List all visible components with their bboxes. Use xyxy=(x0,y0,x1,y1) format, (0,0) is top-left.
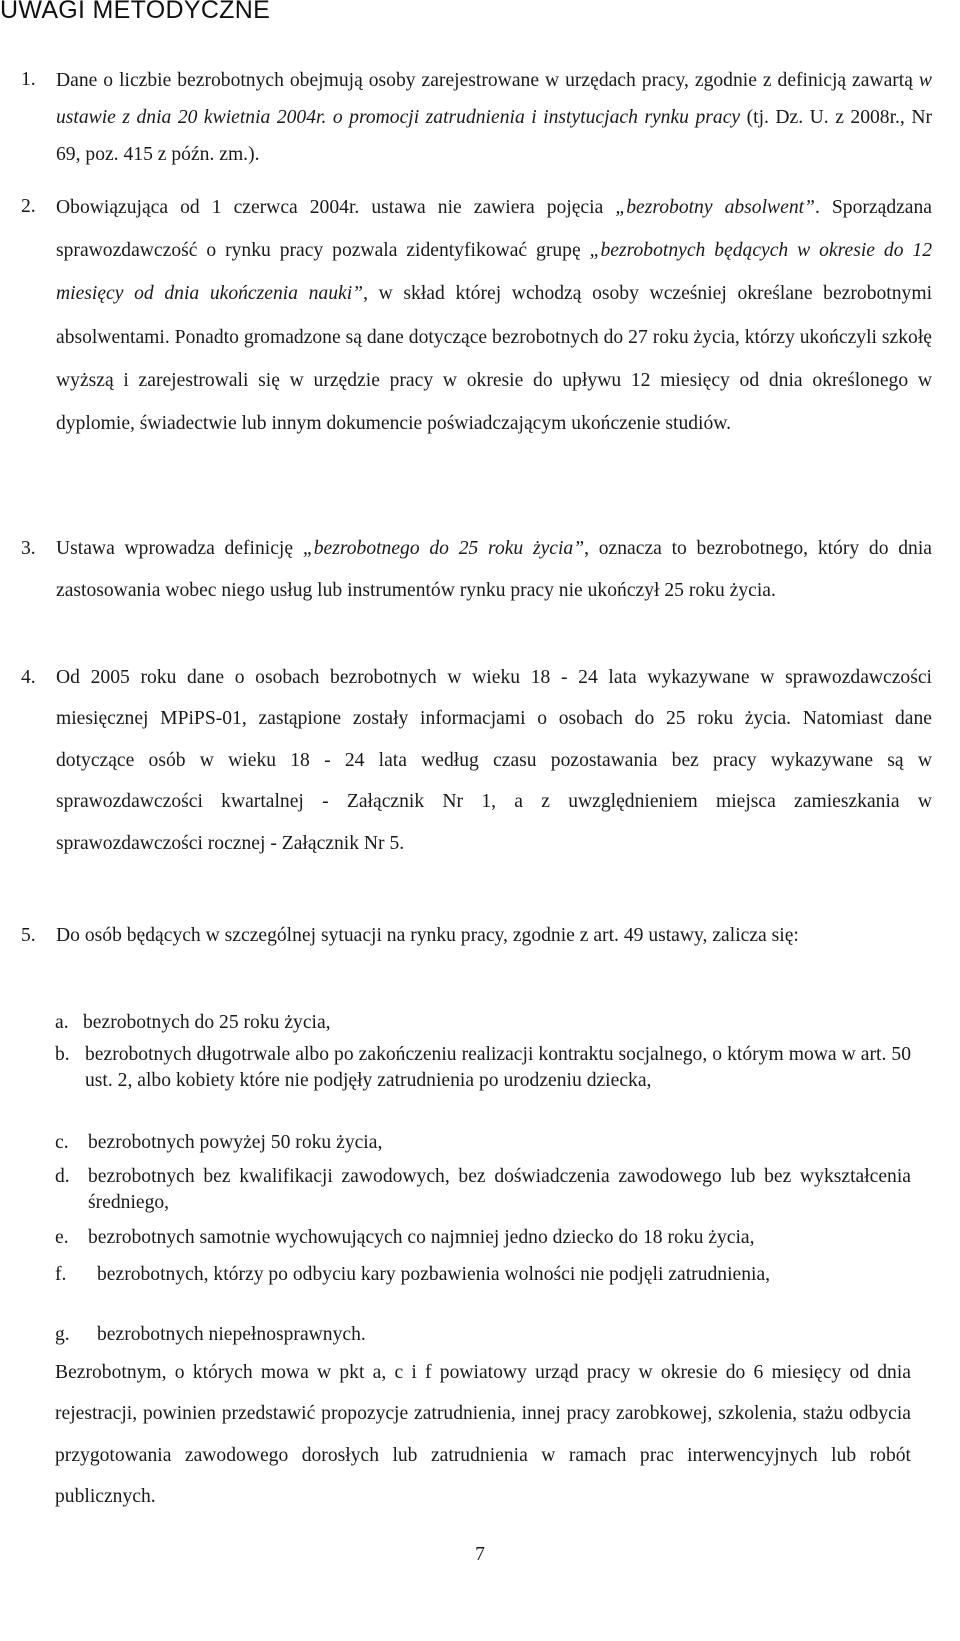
section-number: 3. xyxy=(21,538,36,559)
list-letter: g. xyxy=(55,1324,70,1345)
section-number: 2. xyxy=(21,196,36,217)
list-letter: d. xyxy=(55,1166,70,1187)
list-letter: e. xyxy=(55,1227,69,1248)
list-letter: f. xyxy=(55,1264,67,1285)
section-text: Do osób będących w szczególnej sytuacji na rynku pracy, zgodnie z art. 49 ustawy, zalicza się: xyxy=(56,925,799,946)
section-2 xyxy=(21,192,960,465)
section-text: Ustawa wprowadza definicję „bezrobotnego do 25 roku życia”, oznacza to bezrobotnego, który do dnia zastosowania wobec niego usług lub instrumentów rynku pracy nie ukończył 25 roku życia. xyxy=(56,538,932,601)
section-text: Dane o liczbie bezrobotnych obejmują osoby zarejestrowane w urzędach pracy, zgodnie z definicją zawartą w ustawie z dnia 20 kwietnia 2004r. o promocji zatrudnienia i instytucjach rynku pracy (tj. Dz. U. z 2008r., Nr 69, poz. 415 z późn. zm.). xyxy=(56,70,933,165)
list-item-e xyxy=(55,1225,911,1251)
italic-term: w ustawie z dnia 20 kwietnia 2004r. o promocji zatrudnienia i instytucjach rynku pracy xyxy=(56,70,932,128)
section-5 xyxy=(21,919,960,974)
section-1 xyxy=(21,62,960,193)
section-text: Od 2005 roku dane o osobach bezrobotnych w wieku 18 - 24 lata wykazywane w sprawozdawczości miesięcznej MPiPS-01, zastąpione zostały informacjami o osobach do 25 roku życia. Natomiast dane dotyczące osób w wieku 18 - 24 lata według czasu pozostawania bez pracy wykazywane są w sprawozdawczości kwartalnej - Załącznik Nr 1, a z uwzględnieniem miejsca zamieszkania w sprawozdawczości rocznej - Załącznik Nr 5. xyxy=(56,667,932,854)
list-letter: c. xyxy=(55,1132,69,1153)
list-letter: b. xyxy=(55,1044,70,1065)
list-item-d xyxy=(55,1164,911,1216)
italic-term: „bezrobotnych będących w okresie do 12 miesięcy od dnia ukończenia nauki” xyxy=(56,240,932,305)
list-text: bezrobotnych niepełnosprawnych. xyxy=(97,1324,366,1345)
list-text: bezrobotnych do 25 roku życia, xyxy=(83,1012,331,1033)
list-item-b xyxy=(55,1042,911,1094)
page-number: 7 xyxy=(475,1544,485,1565)
italic-term: „bezrobotnego do 25 roku życia” xyxy=(302,538,585,559)
list-item-f xyxy=(55,1262,911,1288)
list-text: bezrobotnych długotrwale albo po zakończeniu realizacji kontraktu socjalnego, o którym mowa w art. 50 ust. 2, albo kobiety które nie podjęły zatrudnienia po urodzeniu dziecka, xyxy=(85,1044,911,1091)
section-3 xyxy=(21,532,960,631)
list-text: bezrobotnych, którzy po odbyciu kary pozbawienia wolności nie podjęli zatrudnienia, xyxy=(97,1264,771,1285)
list-text: bezrobotnych samotnie wychowujących co najmniej jedno dziecko do 18 roku życia, xyxy=(88,1227,755,1248)
list-text: bezrobotnych powyżej 50 roku życia, xyxy=(88,1132,383,1153)
italic-term: „bezrobotny absolwent” xyxy=(615,197,815,218)
list-letter: a. xyxy=(55,1012,69,1033)
list-item-g xyxy=(55,1322,911,1348)
section-number: 5. xyxy=(21,925,36,946)
page-title: UWAGI METODYCZNE xyxy=(0,0,271,24)
list-item-a xyxy=(55,1010,911,1036)
section-number: 4. xyxy=(21,667,36,688)
list-item-c xyxy=(55,1130,911,1156)
list-text: bezrobotnych bez kwalifikacji zawodowych, bez doświadczenia zawodowego lub bez wykształcenia średniego, xyxy=(88,1166,911,1213)
section-4 xyxy=(21,661,960,884)
section-number: 1. xyxy=(21,69,36,90)
section-text: Obowiązująca od 1 czerwca 2004r. ustawa nie zawiera pojęcia „bezrobotny absolwent”. Sporządzana sprawozdawczość o rynku pracy pozwala zidentyfikować grupę „bezrobotnych będących w okresie do 12 miesięcy od dnia ukończenia nauki”, w skład której wchodzą osoby wcześniej określane bezrobotnymi absolwentami. Ponadto gromadzone są dane dotyczące bezrobotnych do 27 roku życia, którzy ukończyli szkołę wyższą i zarejestrowali się w urzędzie pracy w okresie do upływu 12 miesięcy od dnia określonego w dyplomie, świadectwie lub innym dokumencie poświadczającym ukończenie studiów. xyxy=(56,197,933,435)
closing-paragraph: Bezrobotnym, o których mowa w pkt a, c i f powiatowy urząd pracy w okresie do 6 miesięcy od dnia rejestracji, powinien przedstawić propozycje zatrudnienia, innej pracy zarobkowej, szkolenia, stażu odbycia przygotowania zawodowego dorosłych lub zatrudnienia w ramach prac interwencyjnych lub robót publicznych. xyxy=(55,1362,911,1507)
